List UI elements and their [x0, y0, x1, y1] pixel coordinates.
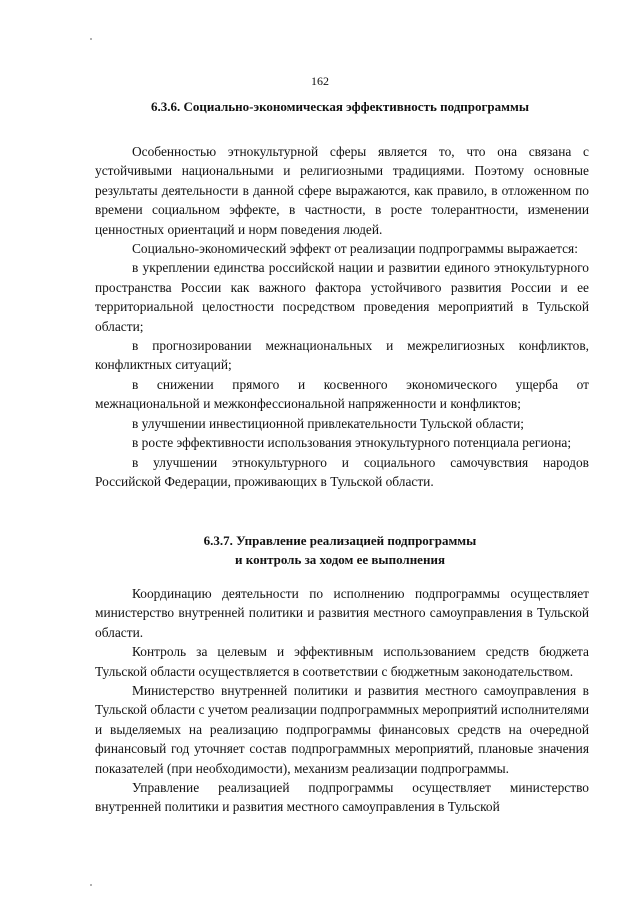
paragraph: Контроль за целевым и эффективным использованием средств бюджета Тульской области осуществляется в соответствии с бюджетным законодательством.: [95, 644, 589, 679]
paragraph: в росте эффективности использования этнокультурного потенциала региона;: [132, 435, 572, 451]
section-heading-line: и контроль за ходом ее выполнения: [235, 552, 445, 567]
paragraph: Министерство внутренней политики и развития местного самоуправления в Тульской области с учетом реализации подпрограммных мероприятий исполнителями и выделяемых на реализацию подпрограммы финансовых средств на очередной финансовый год уточняет состав подпрограммных мероприятий, плановые значения показателей (при необходимости), механизм реализации подпрограммы.: [95, 683, 589, 776]
section-heading-line: 6.3.7. Управление реализацией подпрограммы: [203, 533, 477, 548]
paragraph: в улучшении инвестиционной привлекательности Тульской области;: [132, 415, 525, 431]
scan-speck: [90, 38, 92, 40]
paragraph: Управление реализацией подпрограммы осуществляет министерство внутренней политики и развития местного самоуправления в Тульской: [95, 780, 589, 815]
section-heading-6-3-6: 6.3.6. Социально-экономическая эффективность подпрограммы: [151, 99, 529, 114]
section-heading-6-3-7: [80, 531, 600, 569]
paragraph: в укреплении единства российской нации и развитии единого этнокультурного пространства России как важного фактора устойчивого развития России и ее территориальной целостности посредством проведения мероприятий в Тульской области;: [95, 260, 589, 334]
section-body-6-3-6: [95, 142, 589, 491]
paragraph: в снижении прямого и косвенного экономического ущерба от межнациональной и межконфессиональной напряженности и конфликтов;: [95, 376, 589, 412]
paragraph: Социально-экономический эффект от реализации подпрограммы выражается:: [132, 241, 578, 257]
paragraph: в улучшении этнокультурного и социального самочувствия народов Российской Федерации, проживающих в Тульской области.: [95, 454, 589, 489]
paragraph: Особенностью этнокультурной сферы является то, что она связана с устойчивыми национальными и религиозными традициями. Поэтому основные результаты деятельности в данной сфере выражаются, как правило, в отложенном по времени социальном эффекте, в частности, в росте толерантности, изменении ценностных ориентаций и норм поведения людей.: [95, 144, 589, 237]
paragraph: в прогнозировании межнациональных и межрелигиозных конфликтов, конфликтных ситуаций;: [95, 338, 589, 373]
paragraph: Координацию деятельности по исполнению подпрограммы осуществляет министерство внутренней политики и развития местного самоуправления в Тульской области.: [95, 586, 589, 640]
section-body-6-3-7: [95, 584, 589, 817]
scan-speck: [90, 884, 92, 886]
page-number: 162: [311, 74, 329, 88]
